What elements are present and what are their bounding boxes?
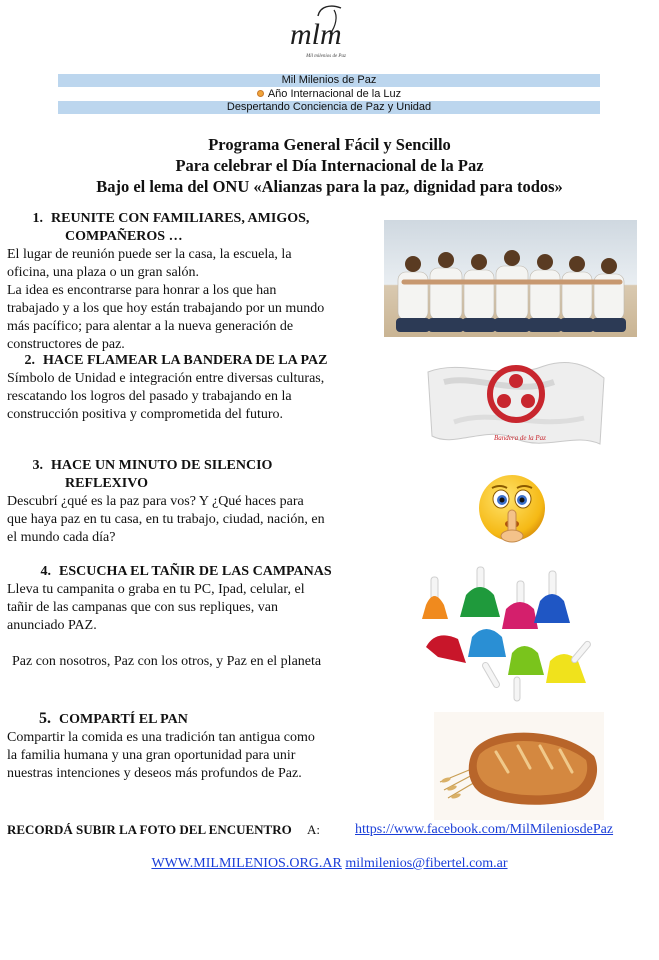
section-heading bbox=[7, 210, 369, 246]
title-block bbox=[0, 134, 659, 197]
section-heading-text: COMPARTÍ EL PAN bbox=[59, 712, 188, 727]
section-bandera bbox=[7, 352, 369, 424]
body-line: trabajado y a los que hoy están trabajando por un mundo bbox=[7, 301, 325, 316]
section-number: 5. bbox=[39, 710, 51, 727]
email-link[interactable]: milmilenios@fibertel.com.ar bbox=[345, 856, 508, 871]
logo-letters: mlm bbox=[290, 18, 342, 51]
sun-icon bbox=[257, 90, 264, 97]
flag-caption: Bandera de la Paz bbox=[494, 434, 546, 442]
body-line: Descubrí ¿qué es la paz para vos? Y ¿Qué haces para bbox=[7, 494, 304, 509]
section-silencio bbox=[7, 457, 369, 547]
facebook-link[interactable]: https://www.facebook.com/MilMileniosdePaz bbox=[355, 822, 614, 837]
section-heading bbox=[7, 352, 369, 370]
body-line: constructores de paz. bbox=[7, 337, 125, 352]
body-line: La idea es encontrarse para honrar a los que han bbox=[7, 283, 277, 298]
header-band-year bbox=[58, 88, 600, 101]
bread-loaf-photo bbox=[434, 712, 604, 820]
body-line: la familia humana y una gran oportunidad para unir bbox=[7, 748, 296, 763]
peace-flag-photo bbox=[424, 352, 606, 454]
section-number: 4. bbox=[40, 564, 51, 579]
header-band-organization: Mil Milenios de Paz bbox=[58, 74, 600, 87]
section-heading-continuation: REFLEXIVO bbox=[65, 476, 148, 491]
logo bbox=[286, 4, 366, 66]
shushing-emoji bbox=[476, 472, 548, 544]
section-heading bbox=[7, 563, 369, 581]
section-number: 1. bbox=[32, 211, 43, 226]
body-line: oficina, una plaza o un gran salón. bbox=[7, 265, 200, 280]
section-heading-text: ESCUCHA EL TAÑIR DE LAS CAMPANAS bbox=[59, 564, 332, 579]
body-line: el mundo cada día? bbox=[7, 530, 116, 545]
body-line: anunciado PAZ. bbox=[7, 618, 97, 633]
title-line-2: Para celebrar el Día Internacional de la Paz bbox=[175, 156, 484, 175]
title-line-3: Bajo el lema del ONU «Alianzas para la paz, dignidad para todos» bbox=[96, 177, 563, 196]
section-heading-text: REUNITE CON FAMILIARES, AMIGOS, bbox=[51, 211, 310, 226]
body-line: construcción positiva y comprometida del futuro. bbox=[7, 407, 284, 422]
section-campanas bbox=[7, 563, 369, 671]
body-line: Símbolo de Unidad e integración entre diversas culturas, bbox=[7, 371, 325, 386]
photo-reminder-text: RECORDÁ SUBIR LA FOTO DEL ENCUENTRO bbox=[7, 822, 292, 837]
section-pan bbox=[7, 710, 369, 783]
body-line: Compartir la comida es una tradición tan antigua como bbox=[7, 730, 315, 745]
contact-links bbox=[0, 856, 659, 872]
header-band-year-text: Año Internacional de la Luz bbox=[267, 88, 402, 100]
section-heading bbox=[7, 457, 369, 493]
body-line: rescatando los logros del pasado y trabajando en la bbox=[7, 389, 292, 404]
section-number: 3. bbox=[32, 458, 43, 473]
website-link[interactable]: WWW.MILMILENIOS.ORG.AR bbox=[151, 856, 342, 871]
section-reunite bbox=[7, 210, 369, 354]
section-heading-text: HACE FLAMEAR LA BANDERA DE LA PAZ bbox=[43, 353, 328, 368]
body-line: tañir de las campanas que con sus repliques, van bbox=[7, 600, 278, 615]
body-line: El lugar de reunión puede ser la casa, la escuela, la bbox=[7, 247, 292, 262]
mlm-logo-mark bbox=[286, 4, 366, 54]
colorful-handbells-photo bbox=[418, 565, 603, 705]
peace-quote: Paz con nosotros, Paz con los otros, y Paz en el planeta bbox=[12, 654, 322, 669]
title-line-1: Programa General Fácil y Sencillo bbox=[208, 135, 451, 154]
section-heading-continuation: COMPAÑEROS … bbox=[65, 229, 183, 244]
photo-reminder-sep: A: bbox=[306, 822, 320, 837]
section-heading bbox=[7, 710, 369, 729]
body-line: que haya paz en tu casa, en tu trabajo, ciudad, nación, en bbox=[7, 512, 325, 527]
body-line: más pacífico; para alentar a la nueva generación de bbox=[7, 319, 294, 334]
section-number: 2. bbox=[24, 353, 35, 368]
photo-reminder bbox=[7, 821, 652, 839]
section-heading-text: HACE UN MINUTO DE SILENCIO bbox=[51, 458, 273, 473]
header-band-slogan: Despertando Conciencia de Paz y Unidad bbox=[58, 101, 600, 114]
logo-caption: Mil milenios de Paz bbox=[306, 54, 346, 59]
body-line: Lleva tu campanita o graba en tu PC, Ipad, celular, el bbox=[7, 582, 305, 597]
body-line: nuestras intenciones y deseos más profundos de Paz. bbox=[7, 766, 302, 781]
group-of-friends-photo bbox=[384, 220, 637, 337]
